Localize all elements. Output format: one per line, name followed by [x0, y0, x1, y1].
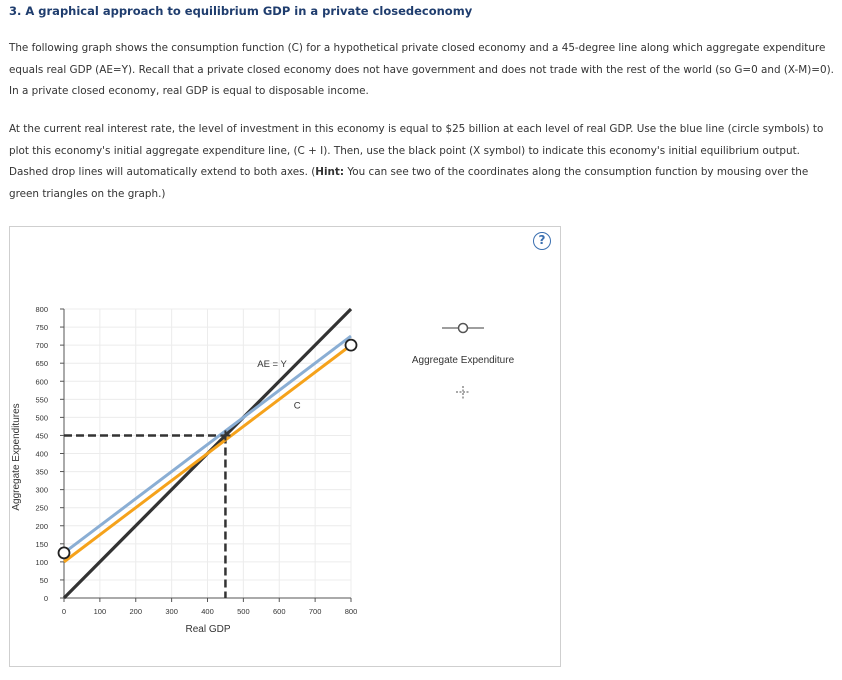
help-button[interactable]: ? — [533, 232, 551, 250]
x-tick-label: 0 — [61, 607, 67, 616]
ae-point-2[interactable] — [346, 340, 357, 351]
y-tick-label: 50 — [39, 575, 48, 585]
y-tick-label: 550 — [35, 395, 48, 405]
y-tick-label: 750 — [35, 323, 48, 333]
y-tick-label: 800 — [35, 305, 48, 314]
y-tick-label: 200 — [35, 521, 48, 531]
y-tick-label: 0 — [43, 594, 48, 603]
x-tick-label: 300 — [165, 607, 178, 616]
legend — [412, 324, 515, 401]
y-axis-title: Aggregate Expenditures — [11, 403, 22, 511]
ae-equals-y-label: AE = Y — [257, 358, 287, 370]
y-tick-label: 400 — [35, 449, 48, 459]
y-tick-label: 500 — [35, 413, 48, 423]
y-tick-label: 150 — [35, 539, 48, 549]
y-tick-label: 600 — [35, 377, 48, 387]
consumption-label: C — [293, 400, 301, 412]
legend-ae-label: Aggregate Expenditure — [411, 355, 515, 366]
x-tick-label: 100 — [93, 607, 107, 616]
y-tick-label: 300 — [35, 485, 48, 495]
x-tick-label: 500 — [237, 607, 250, 616]
y-tick-label: 350 — [35, 467, 48, 477]
legend-ae-circle-icon[interactable] — [459, 324, 468, 333]
x-tick-label: 400 — [201, 607, 214, 616]
instructions-text-2: You can see two of the coordinates along the consumption function by mousing over the green triangles on the graph.) — [9, 166, 809, 200]
y-tick-label: 450 — [35, 431, 48, 441]
x-axis-title: Real GDP — [185, 624, 231, 635]
x-tick-label: 200 — [129, 607, 143, 616]
y-tick-label: 100 — [35, 557, 48, 567]
y-tick-label: 250 — [35, 503, 48, 513]
x-tick-label: 800 — [344, 607, 358, 616]
page-title: 3. A graphical approach to equilibrium GDP in a private closedeconomy — [9, 4, 473, 18]
x-tick-label: 700 — [308, 607, 322, 616]
hint-label: Hint: — [315, 166, 345, 178]
x-tick-label: 600 — [272, 607, 286, 616]
instructions-text-1: At the current real interest rate, the level of investment in this economy is equal to $25 billion at each level of real GDP. Use the blue line (circle symbols) to plot this economy's initial aggregate expenditure line, (C + I). Then, use the black point (X symbol) to indicate this economy's initial equilibrium output. Dashed drop lines will automatically extend to both axes. ( — [9, 123, 824, 178]
y-tick-label: 700 — [35, 341, 48, 351]
y-tick-label: 650 — [35, 359, 48, 369]
intro-paragraph: The following graph shows the consumption function (C) for a hypothetical private closed economy and a 45-degree line along which aggregate expenditure equals real GDP (AE=Y). Recall that a private closed economy does not have government and does not trade with the rest of the world (so G=0 and (X-M)=0). In a private closed economy, real GDP is equal to disposable income. — [9, 42, 834, 97]
legend-equilibrium-cross-icon[interactable] — [456, 386, 470, 400]
ae-point-1[interactable] — [59, 547, 70, 558]
